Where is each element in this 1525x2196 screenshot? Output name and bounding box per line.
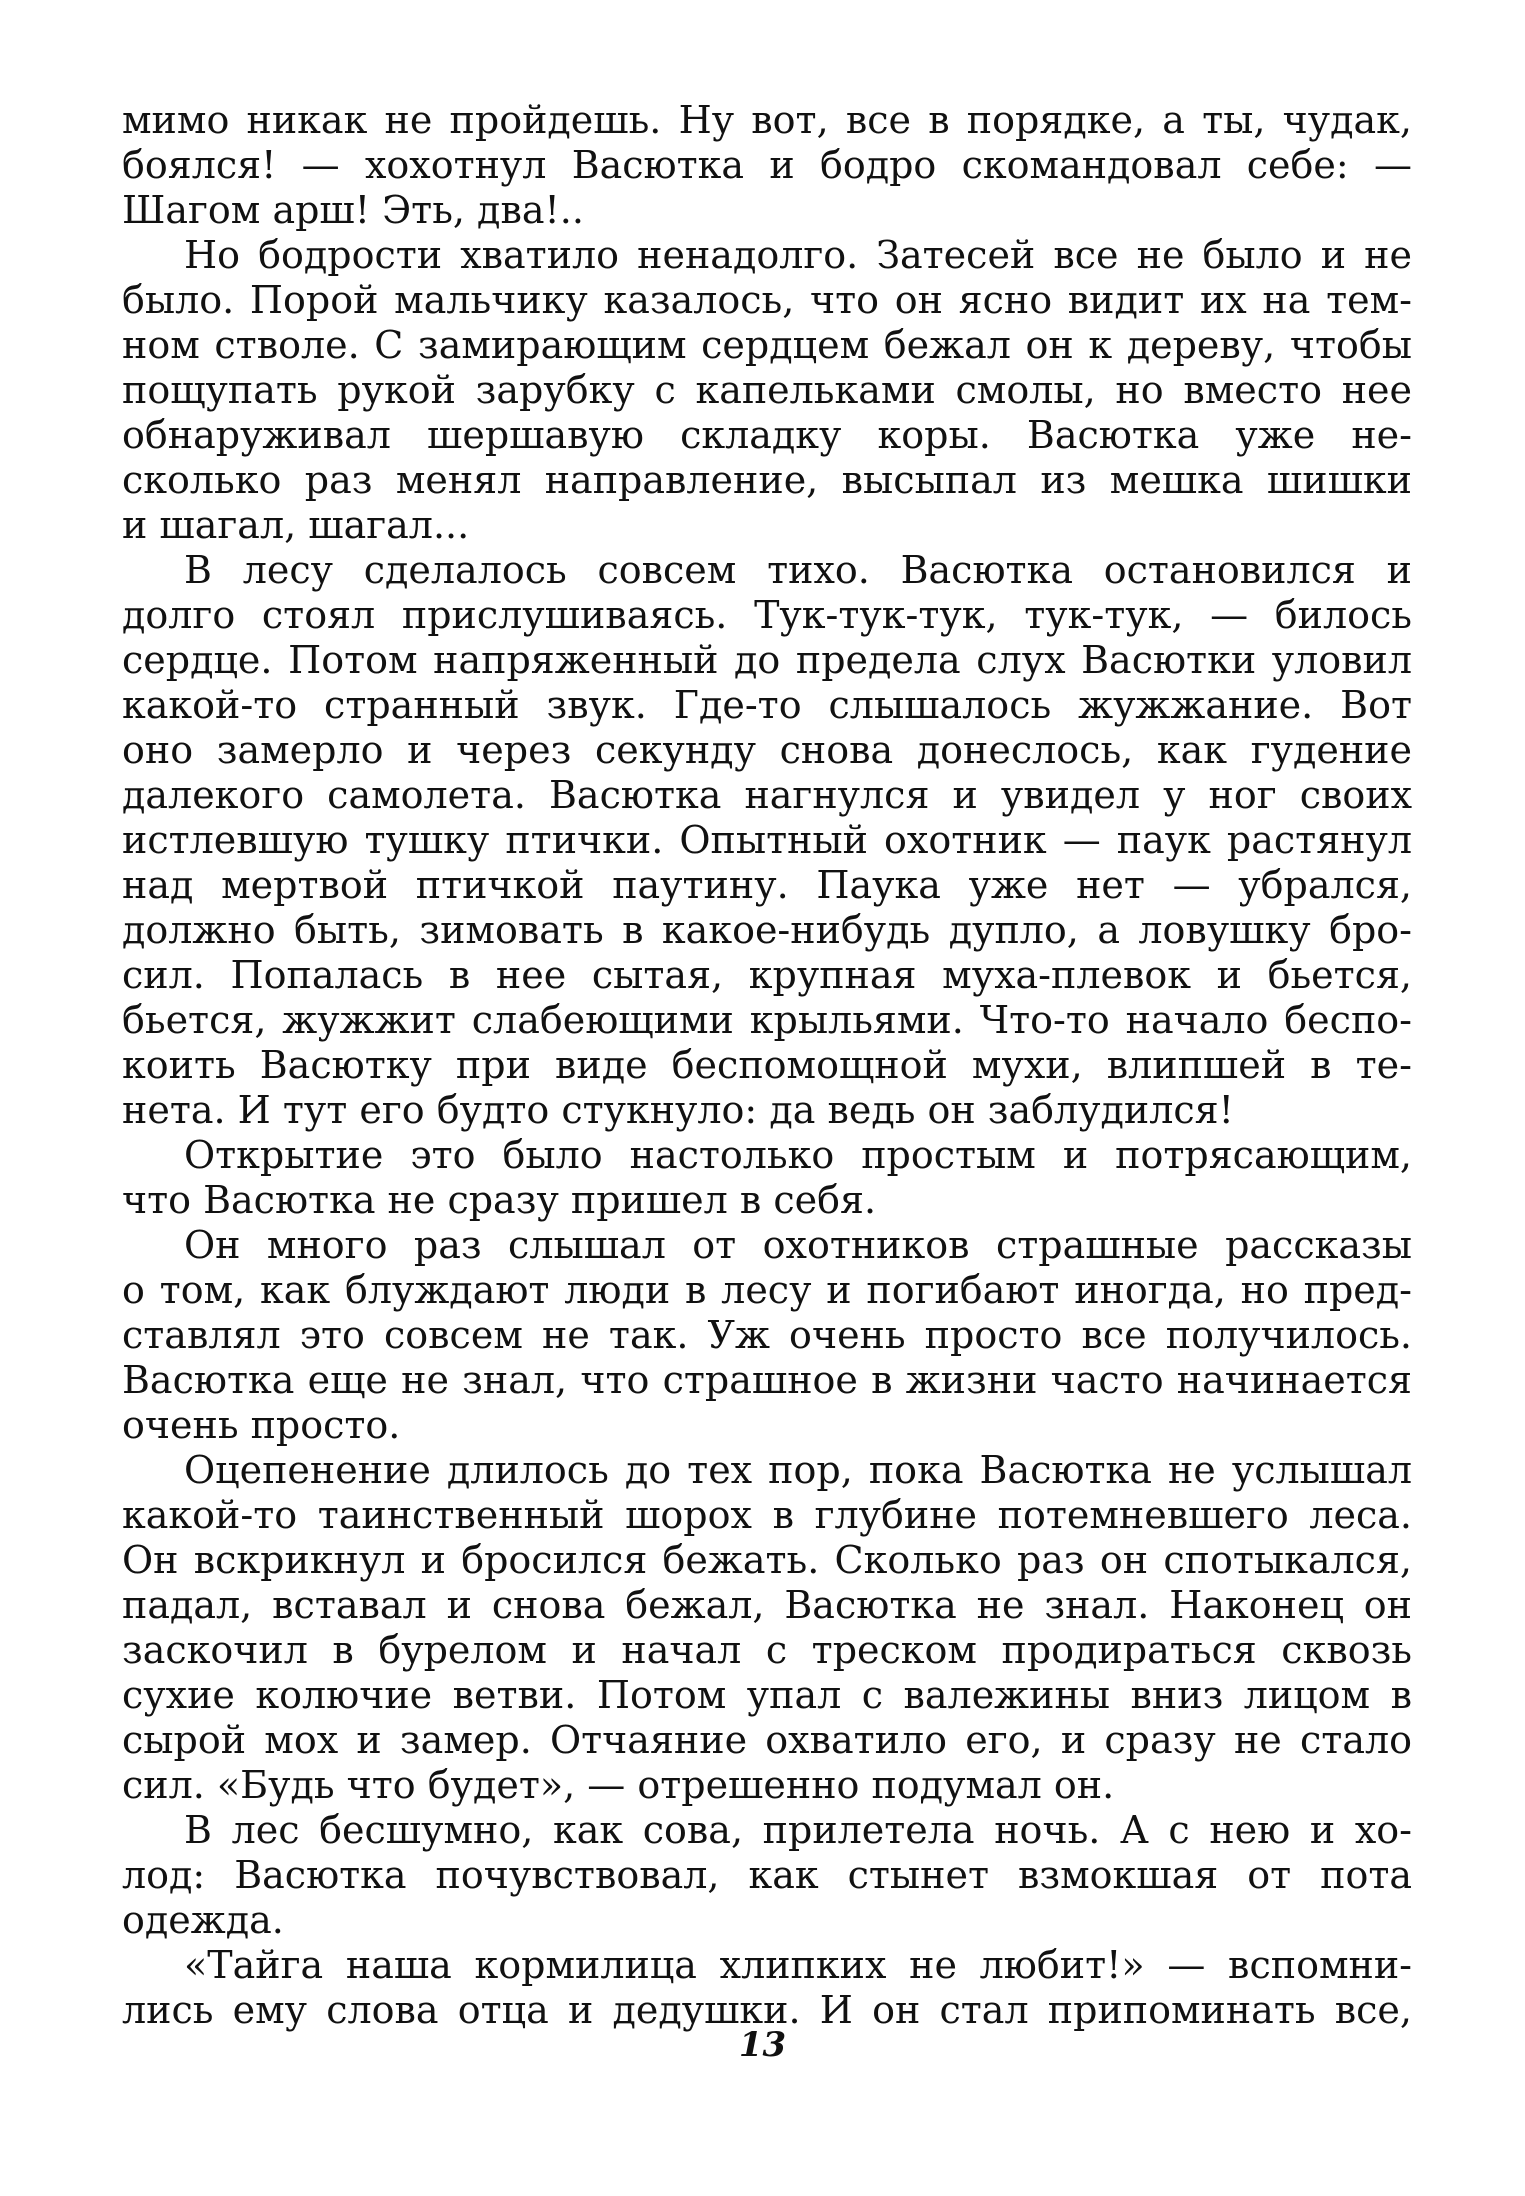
paragraph-4 xyxy=(122,1133,1412,1223)
paragraph-6 xyxy=(122,1448,1412,1808)
text-line: какой-то странный звук. Где-то слышалось жужжание. Вот xyxy=(122,683,1412,727)
text-line: о том, как блуждают люди в лесу и погибают иногда, но пред- xyxy=(122,1268,1412,1312)
text-line: сырой мох и замер. Отчаяние охватило его, и сразу не стало xyxy=(122,1718,1412,1762)
text-line: Но бодрости хватило ненадолго. Затесей все не было и не xyxy=(184,233,1412,277)
text-line: очень просто. xyxy=(122,1403,401,1447)
text-line: над мертвой птичкой паутину. Паука уже нет — убрался, xyxy=(122,863,1412,907)
paragraph-3 xyxy=(122,548,1412,1133)
text-line: Васютка еще не знал, что страшное в жизни часто начинается xyxy=(122,1358,1412,1402)
page-number: 13 xyxy=(738,2025,787,2065)
text-line: ном стволе. С замирающим сердцем бежал он к дереву, чтобы xyxy=(122,323,1412,367)
text-line: нета. И тут его будто стукнуло: да ведь он заблудился! xyxy=(122,1088,1234,1132)
text-line: падал, вставал и снова бежал, Васютка не знал. Наконец он xyxy=(122,1583,1412,1627)
text-line: заскочил в бурелом и начал с треском продираться сквозь xyxy=(122,1628,1412,1672)
paragraph-2 xyxy=(122,233,1412,548)
text-line: ставлял это совсем не так. Уж очень просто все получилось. xyxy=(122,1313,1412,1357)
paragraph-5 xyxy=(122,1223,1412,1448)
text-line: было. Порой мальчику казалось, что он ясно видит их на тем- xyxy=(122,278,1412,322)
text-line: Он много раз слышал от охотников страшные рассказы xyxy=(184,1223,1412,1267)
text-line: Оцепенение длилось до тех пор, пока Васютка не услышал xyxy=(184,1448,1412,1492)
text-line: долго стоял прислушиваясь. Тук-тук-тук, тук-тук, — билось xyxy=(122,593,1412,637)
text-line: коить Васютку при виде беспомощной мухи, влипшей в те- xyxy=(122,1043,1412,1087)
text-line: одежда. xyxy=(122,1898,284,1942)
paragraph-8 xyxy=(122,1943,1412,2033)
text-line: оно замерло и через секунду снова донеслось, как гудение xyxy=(122,728,1412,772)
text-line: что Васютка не сразу пришел в себя. xyxy=(122,1178,877,1222)
text-line: Он вскрикнул и бросился бежать. Сколько раз он спотыкался, xyxy=(122,1538,1412,1582)
text-line: лод: Васютка почувствовал, как стынет взмокшая от пота xyxy=(122,1853,1412,1897)
text-line: «Тайга наша кормилица хлипких не любит!» — вспомни- xyxy=(184,1943,1412,1987)
text-line: истлевшую тушку птички. Опытный охотник — паук растянул xyxy=(122,818,1412,862)
text-line: В лесу сделалось совсем тихо. Васютка остановился и xyxy=(184,548,1412,592)
text-line: пощупать рукой зарубку с капельками смолы, но вместо нее xyxy=(122,368,1412,412)
text-line: и шагал, шагал... xyxy=(122,503,470,547)
text-line: сколько раз менял направление, высыпал из мешка шишки xyxy=(122,458,1412,502)
text-line: Открытие это было настолько простым и потрясающим, xyxy=(184,1133,1412,1177)
book-page xyxy=(122,98,1412,2033)
text-line: сил. «Будь что будет», — отрешенно подумал он. xyxy=(122,1763,1115,1807)
text-line: мимо никак не пройдешь. Ну вот, все в порядке, а ты, чудак, xyxy=(122,98,1412,142)
text-line: бьется, жужжит слабеющими крыльями. Что-то начало беспо- xyxy=(122,998,1412,1042)
text-line: Шагом арш! Эть, два!.. xyxy=(122,188,584,232)
text-line: боялся! — хохотнул Васютка и бодро скомандовал себе: — xyxy=(122,143,1412,187)
text-line: далекого самолета. Васютка нагнулся и увидел у ног своих xyxy=(122,773,1412,817)
paragraph-1 xyxy=(122,98,1412,233)
text-line: какой-то таинственный шорох в глубине потемневшего леса. xyxy=(122,1493,1412,1537)
text-line: сердце. Потом напряженный до предела слух Васютки уловил xyxy=(122,638,1412,682)
text-line: сухие колючие ветви. Потом упал с валежины вниз лицом в xyxy=(122,1673,1412,1717)
text-line: сил. Попалась в нее сытая, крупная муха-плевок и бьется, xyxy=(122,953,1412,997)
text-line: должно быть, зимовать в какое-нибудь дупло, а ловушку бро- xyxy=(122,908,1412,952)
paragraph-7 xyxy=(122,1808,1412,1943)
text-line: обнаруживал шершавую складку коры. Васютка уже не- xyxy=(122,413,1412,457)
page-text xyxy=(122,98,1412,2033)
text-line: В лес бесшумно, как сова, прилетела ночь. А с нею и хо- xyxy=(184,1808,1412,1852)
text-line: лись ему слова отца и дедушки. И он стал припоминать все, xyxy=(122,1988,1412,2032)
